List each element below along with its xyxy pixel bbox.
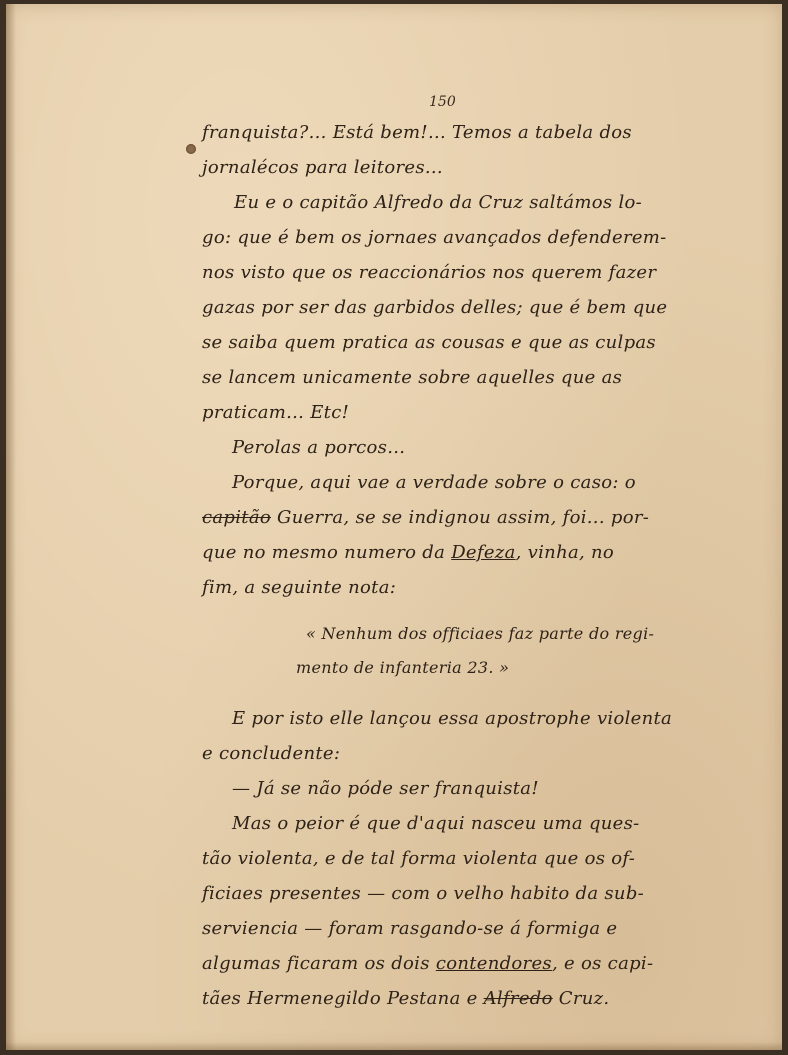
underlined-title: Defeza xyxy=(451,542,516,563)
struck-word-2: Alfredo xyxy=(483,988,553,1009)
quote-line-1: « Nenhum dos officiaes faz parte do regi- xyxy=(306,624,655,643)
text-line-6: gazas por ser das garbidos delles; que é bem que xyxy=(202,297,668,318)
text-line-13-start: que no mesmo numero da xyxy=(202,542,446,563)
text-line-10: Perolas a porcos... xyxy=(232,437,406,458)
text-line-23 xyxy=(202,988,609,1009)
text-line-12 xyxy=(202,507,649,528)
text-line-17: — Já se não póde ser franquista! xyxy=(232,778,539,799)
text-line-9: praticam... Etc! xyxy=(202,402,350,423)
text-line-12-rest: Guerra, se se indignou assim, foi... por- xyxy=(277,507,650,528)
manuscript-page xyxy=(6,4,782,1050)
text-line-22 xyxy=(202,953,653,974)
text-line-15: E por isto elle lançou essa apostrophe violenta xyxy=(232,708,673,729)
binding-hole xyxy=(186,144,196,154)
page-edge-shadow xyxy=(6,4,16,1050)
text-line-3: Eu e o capitão Alfredo da Cruz saltámos lo- xyxy=(234,192,643,213)
text-line-11: Porque, aqui vae a verdade sobre o caso: o xyxy=(232,472,636,493)
text-line-19: tão violenta, e de tal forma violenta que os of- xyxy=(202,848,636,869)
text-line-7: se saiba quem pratica as cousas e que as culpas xyxy=(202,332,656,353)
page-bottom-shadow xyxy=(6,1042,782,1050)
text-line-1: franquista?... Está bem!... Temos a tabela dos xyxy=(202,122,632,143)
text-line-18: Mas o peior é que d'aqui nasceu uma ques- xyxy=(232,813,640,834)
quote-line-2: mento de infanteria 23. » xyxy=(296,658,510,677)
text-line-23-start: tães Hermenegildo Pestana e xyxy=(202,988,478,1009)
text-line-21: serviencia — foram rasgando-se á formiga e xyxy=(202,918,618,939)
text-line-5: nos visto que os reaccionários nos querem fazer xyxy=(202,262,657,283)
struck-word: capitão xyxy=(202,507,271,528)
text-line-22-end: , e os capi- xyxy=(551,953,654,974)
text-line-8: se lancem unicamente sobre aquelles que as xyxy=(202,367,623,388)
text-line-14: fim, a seguinte nota: xyxy=(202,577,397,598)
text-line-4: go: que é bem os jornaes avançados defenderem- xyxy=(202,227,667,248)
text-line-20: ficiaes presentes — com o velho habito da sub- xyxy=(202,883,645,904)
text-line-22-start: algumas ficaram os dois xyxy=(202,953,430,974)
underlined-word: contendores xyxy=(435,953,552,974)
page-number: 150 xyxy=(429,94,456,110)
text-line-2: jornalécos para leitores... xyxy=(202,157,443,178)
text-line-13 xyxy=(202,542,614,563)
text-line-13-end: , vinha, no xyxy=(515,542,615,563)
text-line-16: e concludente: xyxy=(202,743,341,764)
text-line-23-end: Cruz. xyxy=(552,988,610,1009)
